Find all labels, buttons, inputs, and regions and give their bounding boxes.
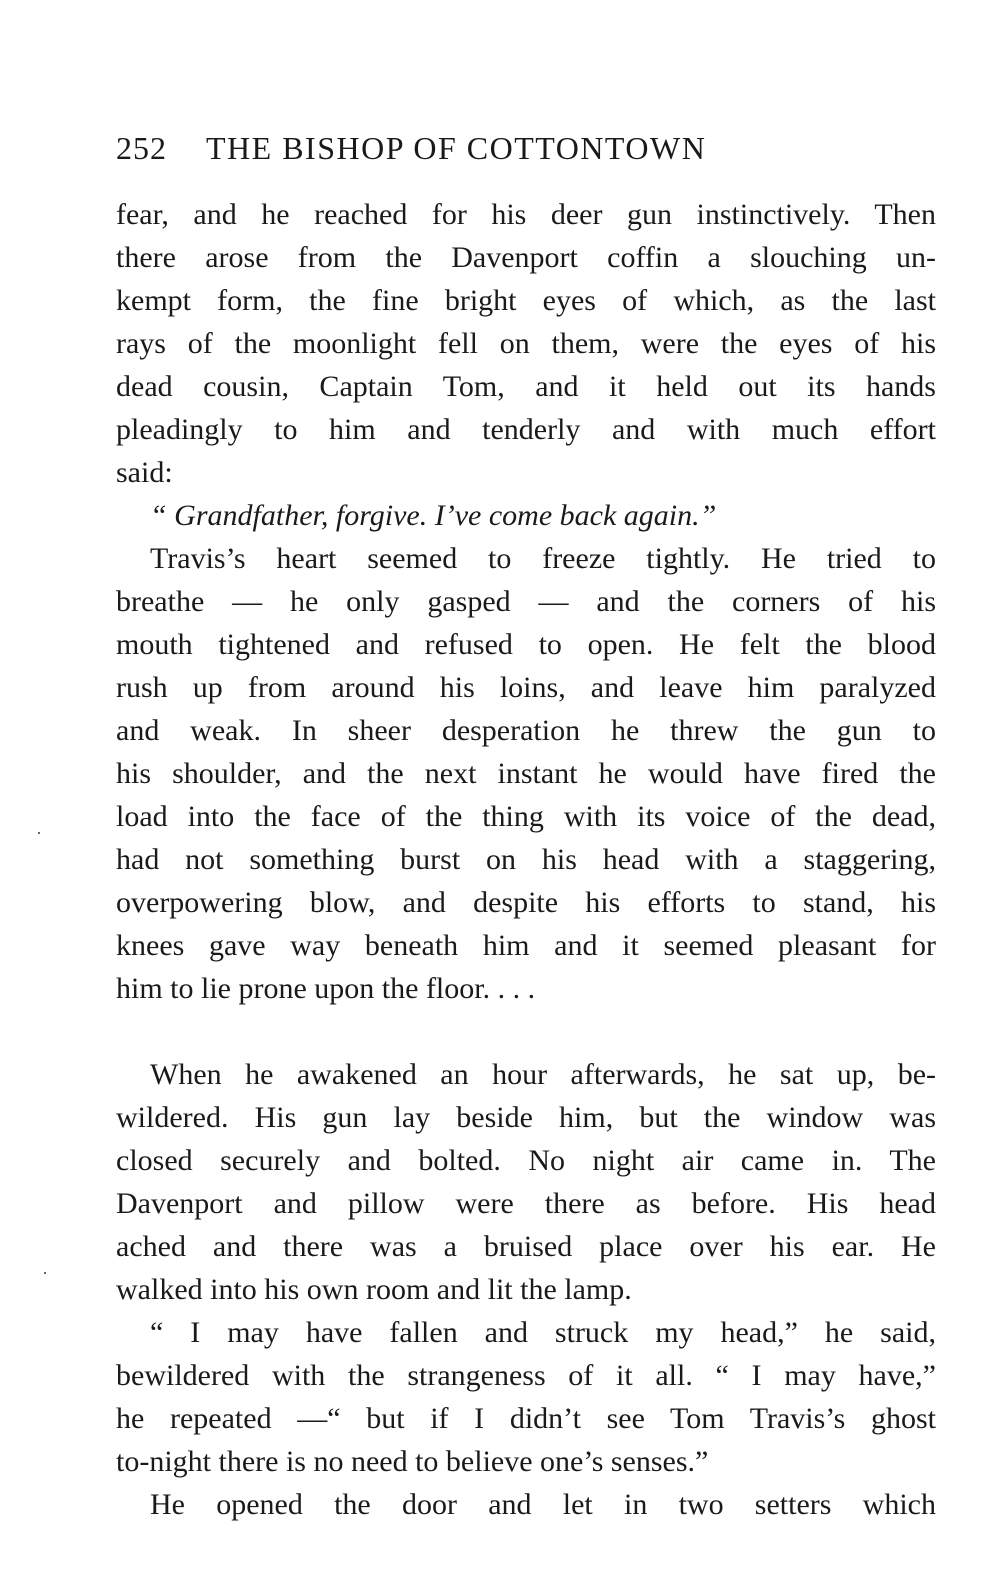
text-line: “ Grandfather, forgive. I’ve come back again.” xyxy=(150,499,717,532)
paragraph-6 xyxy=(116,1483,936,1526)
text-line: Davenport and pillow were there as before. His head xyxy=(116,1187,936,1220)
paragraph-3 xyxy=(116,537,936,1010)
text-line: rush up from around his loins, and leave him paralyzed xyxy=(116,671,936,704)
text-line: “ I may have fallen and struck my head,” he said, xyxy=(150,1316,936,1349)
text-line: He opened the door and let in two setters which xyxy=(150,1488,936,1521)
scan-speck xyxy=(44,1272,46,1274)
text-line: and weak. In sheer desperation he threw the gun to xyxy=(116,714,936,747)
text-line: him to lie prone upon the floor. . . . xyxy=(116,972,536,1005)
text-line: said: xyxy=(116,456,173,489)
page-number: 252 xyxy=(116,130,167,166)
text-line: rays of the moonlight fell on them, were the eyes of his xyxy=(116,327,936,360)
running-head xyxy=(116,130,836,170)
text-line: his shoulder, and the next instant he would have fired the xyxy=(116,757,936,790)
text-line: bewildered with the strangeness of it all. “ I may have,” xyxy=(116,1359,936,1392)
paragraph-1 xyxy=(116,193,936,494)
paragraph-2-quote xyxy=(116,494,936,537)
text-line: wildered. His gun lay beside him, but the window was xyxy=(116,1101,936,1134)
paragraph-4 xyxy=(116,1053,936,1311)
text-line: overpowering blow, and despite his efforts to stand, his xyxy=(116,886,936,919)
text-line: load into the face of the thing with its voice of the dead, xyxy=(116,800,936,833)
section-break xyxy=(116,1010,936,1053)
text-line: closed securely and bolted. No night air came in. The xyxy=(116,1144,936,1177)
text-line: ached and there was a bruised place over his ear. He xyxy=(116,1230,936,1263)
text-line: mouth tightened and refused to open. He felt the blood xyxy=(116,628,936,661)
text-line: fear, and he reached for his deer gun instinctively. Then xyxy=(116,198,936,231)
text-line: When he awakened an hour afterwards, he sat up, be- xyxy=(150,1058,936,1091)
text-line: had not something burst on his head with a staggering, xyxy=(116,843,936,876)
text-body xyxy=(116,193,936,1526)
text-line: pleadingly to him and tenderly and with much effort xyxy=(116,413,936,446)
text-line: walked into his own room and lit the lamp. xyxy=(116,1273,632,1306)
text-line: dead cousin, Captain Tom, and it held out its hands xyxy=(116,370,936,403)
book-title: THE BISHOP OF COTTONTOWN xyxy=(206,130,707,166)
text-line: knees gave way beneath him and it seemed pleasant for xyxy=(116,929,936,962)
text-line: breathe — he only gasped — and the corners of his xyxy=(116,585,936,618)
scan-speck xyxy=(38,832,40,834)
text-line: kempt form, the fine bright eyes of which, as the last xyxy=(116,284,936,317)
text-line: Travis’s heart seemed to freeze tightly. He tried to xyxy=(150,542,936,575)
text-line: there arose from the Davenport coffin a slouching un- xyxy=(116,241,936,274)
paragraph-5 xyxy=(116,1311,936,1483)
text-line: to-night there is no need to believe one’s senses.” xyxy=(116,1445,709,1478)
text-line: he repeated —“ but if I didn’t see Tom Travis’s ghost xyxy=(116,1402,936,1435)
